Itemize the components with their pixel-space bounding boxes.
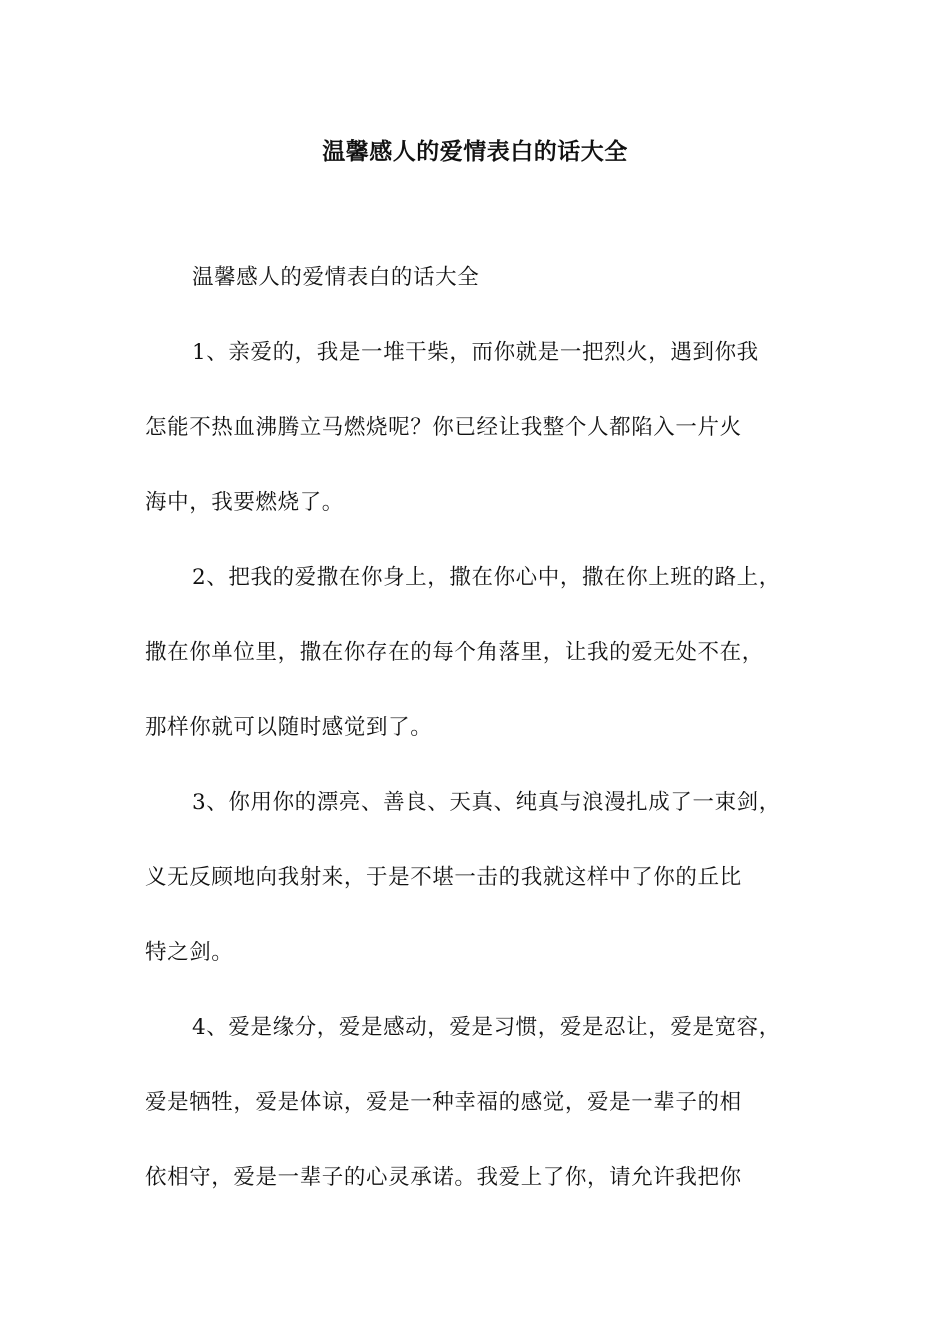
item-2-line-2: 撒在你单位里，撒在你存在的每个角落里，让我的爱无处不在， bbox=[145, 640, 764, 665]
document-title: 温馨感人的爱情表白的话大全 bbox=[322, 138, 628, 165]
item-3-line-3: 特之剑。 bbox=[145, 940, 234, 965]
item-3-line-2: 义无反顾地向我射来，于是不堪一击的我就这样中了你的丘比 bbox=[145, 865, 742, 890]
item-2-line-3: 那样你就可以随时感觉到了。 bbox=[145, 715, 433, 740]
item-4-line-3: 依相守，爱是一辈子的心灵承诺。我爱上了你，请允许我把你 bbox=[145, 1165, 742, 1190]
subtitle-line: 温馨感人的爱情表白的话大全 bbox=[192, 265, 480, 290]
item-1-line-3: 海中，我要燃烧了。 bbox=[145, 490, 344, 515]
item-3-line-1: 3、你用你的漂亮、善良、天真、纯真与浪漫扎成了一束剑， bbox=[192, 790, 781, 815]
item-4-line-2: 爱是牺牲，爱是体谅，爱是一种幸福的感觉，爱是一辈子的相 bbox=[145, 1090, 742, 1115]
item-1-line-2: 怎能不热血沸腾立马燃烧呢？你已经让我整个人都陷入一片火 bbox=[145, 415, 742, 440]
item-4-line-1: 4、爱是缘分，爱是感动，爱是习惯，爱是忍让，爱是宽容， bbox=[192, 1015, 781, 1040]
item-1-line-1: 1、亲爱的，我是一堆干柴，而你就是一把烈火，遇到你我 bbox=[192, 340, 759, 365]
item-2-line-1: 2、把我的爱撒在你身上，撒在你心中，撒在你上班的路上， bbox=[192, 565, 781, 590]
